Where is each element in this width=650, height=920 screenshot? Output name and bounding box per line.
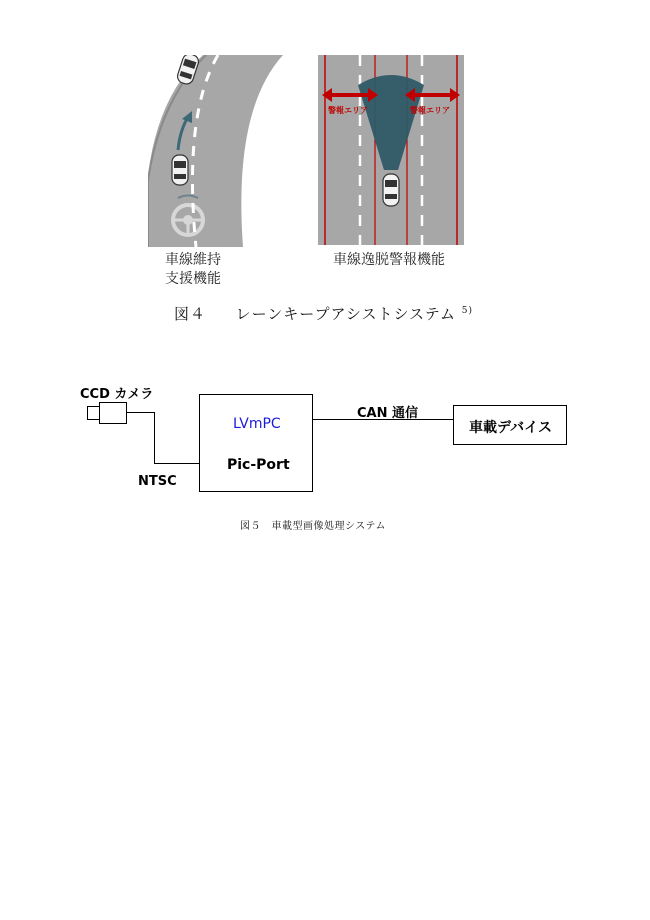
warning-area-left-label: 警報エリア: [328, 106, 368, 115]
camera-cable-horizontal: [126, 412, 154, 413]
figure4-title: レーンキープアシストシステム: [235, 305, 456, 323]
car-icon-middle: [172, 155, 188, 185]
figure4-label: 図４: [174, 305, 207, 323]
lvmpc-title: LVmPC: [233, 416, 281, 432]
ntsc-label: NTSC: [138, 474, 177, 489]
vehicle-device-label: 車載デバイス: [469, 420, 553, 436]
warning-area-right-label: 警報エリア: [410, 106, 450, 115]
vehicle-device-box: [453, 405, 567, 445]
car-icon-right: [383, 174, 399, 206]
camera-body-icon: [99, 402, 127, 424]
pic-port-label: Pic-Port: [227, 457, 290, 473]
figure4-caption: [174, 303, 473, 324]
lane-keep-image: [148, 55, 303, 247]
figure4-reference: 5): [461, 306, 474, 316]
lane-keep-caption-line2: 支援機能: [165, 271, 221, 287]
lane-keep-caption: [165, 251, 221, 289]
lane-departure-image: [318, 55, 464, 245]
curved-road-illustration: [148, 55, 303, 247]
camera-label: CCD カメラ: [80, 387, 154, 402]
lvmpc-box: [199, 394, 313, 492]
figure5-caption: 図５ 車載型画像処理システム: [240, 521, 386, 532]
straight-road-illustration: [318, 55, 464, 245]
camera-cable-to-box: [154, 463, 200, 464]
lane-departure-caption: 車線逸脱警報機能: [333, 252, 445, 268]
camera-cable-vertical: [154, 412, 155, 464]
can-label: CAN 通信: [357, 406, 419, 421]
lane-keep-caption-line1: 車線維持: [165, 252, 221, 268]
